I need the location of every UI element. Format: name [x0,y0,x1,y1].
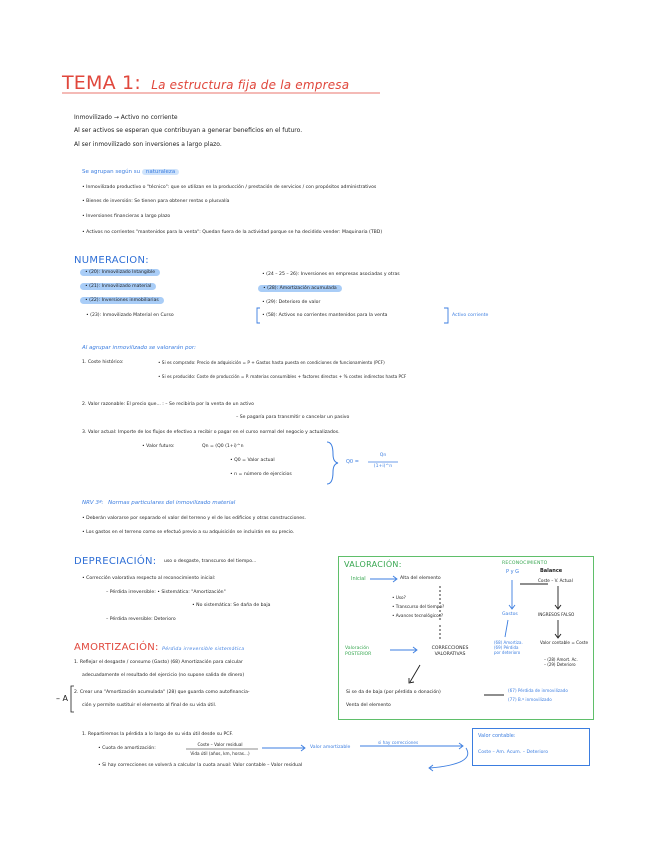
valor-futuro-formula: Qn = (Q0 (1+i)^n [202,444,244,449]
amortizacion-heading-sub: Pérdida irreversible sistemática [162,647,245,652]
valoracion-box-heading: VALORACIÓN: [344,560,402,569]
amortizacion-line: adecuadamente el resultado del ejercicio (no supone salida de dinero) [82,673,245,678]
reconocimiento-label: RECONOCIMIENTO [502,561,548,566]
valor-razonable-2: – Se pagaría para transmitir o cancelar un pasivo [236,415,350,420]
reparto-line: 1. Repartiremos la pérdida a lo largo de su vida útil desde su PCF. [82,732,233,737]
coste-historico-label: 1. Coste histórico: [82,360,124,365]
vc-list: – (28) Amort. Ac. – (29) Deterioro [544,657,578,667]
numeracion-right-item: • (24 – 25 – 26): Inversiones en empresas asociadas y otras [262,272,400,277]
activo-corriente-label: Activo corriente [452,313,489,318]
numeracion-right-item: • (29): Deterioro de valor [262,300,321,305]
cuota-numerator: Coste – Valor residual [197,742,243,747]
question-avances: • Avances tecnológicos? [392,613,444,618]
amortizacion-side-label: – A [56,694,69,703]
depreciacion-heading: DEPRECIACIÓN: [74,556,157,567]
balance-label: Balance [540,568,563,574]
agrupa-heading-highlight: naturaleza [142,169,179,175]
depreciacion-desc: uso o desgaste, transcurso del tiempo... [164,559,257,564]
valor-futuro-label: • Valor futuro: [142,444,175,449]
correcciones-valorativas: CORRECCIONES VALORATIVAS [431,646,469,657]
numeracion-left-item: • (22): Inversiones inmobiliarias [80,298,164,303]
valor-contable-box-body: Coste – Am. Acum. – Deterioro [478,750,549,755]
pyg-label: P y G [506,569,520,575]
coste-vactual: Coste – V. Actual [538,578,573,583]
numeracion-left-item: • (20): Inmovilizado Intangible [80,270,160,275]
agrupa-item: • Inversiones financieras a largo plazo [82,214,171,219]
valor-futuro-q0: • Q0 = Valor actual [230,458,275,463]
intro-line: Inmovilizado → Activo no corriente [74,114,178,121]
coste-comprado: • Si es comprado: Precio de adquisición = P + Gastos hasta puesta en condiciones de funcionamiento (PCF) [158,360,385,365]
formula-lhs: Q0 = [346,459,359,465]
numeracion-right-item: • (28): Amortización acumulada [258,286,342,291]
perdida-reversible: – Pérdida reversible: Deterioro [106,617,176,622]
title-subtitle: La estructura fija de la empresa [151,78,350,92]
question-uso: • Uso? [392,595,406,600]
cuota-denominator: Vida útil (años, km, horas...) [190,751,250,756]
amortizacion-line: ción y permite sustituir el elemento al final de su vida útil. [82,703,217,708]
valor-futuro-n: • n = número de ejercicios [230,472,292,477]
gastos-label: Gastos [502,612,518,617]
valor-contable-label: Valor contable = Coste [540,640,589,645]
valoracion-heading: Al agrupar inmovilizado se valorarán por: [82,345,196,351]
venta-elemento: Venta del elemento [346,703,391,708]
baja-option-2: (77) B.º inmovilizado [508,697,552,702]
question-tiempo: • Transcurso del tiempo? [392,604,445,609]
nrv-item: • Los gastos en el terreno como se efectuó previo a su adquisición se incluirán en su precio. [82,530,295,535]
valoracion-posterior: Valoración POSTERIOR [345,646,372,657]
numeracion-right-item: • (58): Activos no corrientes mantenidos para la venta [262,313,388,318]
amortizacion-heading-text: AMORTIZACIÓN: [74,642,159,653]
numeracion-heading: NUMERACION: [74,255,149,266]
numeracion-left-item: • (23): Inmovilizado Material en Curso [86,313,174,318]
cuota-label: • Cuota de amortización: [98,746,156,751]
ingresos-label: INGRESOS FALSO [538,612,575,617]
coste-producido: • Si es producido: Coste de producción = P. materias consumibles + factores directos + % costes indirectos hasta PCF [158,374,407,379]
nrv-heading-rest: Normas particulares del inmovilizado material [108,500,236,506]
formula-numerator: Qn [379,453,387,458]
nrv-heading-pre: NRV 3ª: [82,500,104,506]
agrupa-item: • Bienes de inversión: Se tienen para obtener rentas o plusvalía [82,199,230,204]
alta-elemento: Alta del elemento [400,576,441,581]
agrupa-item: • Inmovilizado productivo o "técnico": que se utilizan en la producción / prestación de servicios / con propósitos administrativos [82,185,377,190]
amortizacion-line: 2. Crear una "Amortización acumulada" (28) que guarda como autofinancia- [74,690,250,695]
valor-razonable: 2. Valor razonable: El precio que... : – Se recibiría por la venta de un activo [82,402,254,407]
no-sistematica: • No sistemática: Se daña de baja [192,603,271,608]
valor-contable-box-title: Valor contable: [478,733,516,739]
si-hay-correcciones: si hay correcciones [378,740,419,745]
intro-line: Al ser inmovilizado son inversiones a largo plazo. [74,141,222,148]
depreciacion-line: • Corrección valorativa respecto al reconocimiento inicial: [82,576,216,581]
nrv-item: • Deberán valorarse por separado el valor del terreno y el de los edificios y otras construcciones. [82,516,306,521]
valor-amortizable: Valor amortizable [310,745,351,750]
reparto-line-3: • Si hay correcciones se volverá a calcular la cuota anual: Valor contable – Valor residual [98,763,303,768]
valor-actual: 3. Valor actual: Importe de los flujos de efectivo a recibir o pagar en el curso normal del negocio y actualizados. [82,430,340,435]
inicial-label: Inicial [351,576,366,582]
baja-label: Si se da de baja (por pérdida o donación) [346,690,441,695]
numeracion-left-item: • (21): Inmovilizado material [80,284,156,289]
amortizacion-line: 1. Reflejar el desgaste / consumo (Gasto) (68) Amortización para calcular [74,660,243,665]
baja-option-1: (67) Pérdida de inmovilizado [508,688,568,693]
agrupa-item: • Activos no corrientes "mantenidos para la venta": Quedan fuera de la actividad porque se ha decidido vender: Maquinaria (TBD) [82,230,383,235]
intro-line: Al ser activos se esperan que contribuyan a generar beneficios en el futuro. [74,127,303,134]
perdida-irreversible: – Pérdida irreversible: • Sistemática: "Amortización" [106,590,226,595]
amortiza-label: (68) Amortiza. (69) Pérdida por deterioro [494,640,523,655]
title-main: TEMA 1: [62,72,141,94]
formula-denominator: (1+i)^n [373,464,393,469]
agrupa-heading-text: Se agrupan según su [82,169,141,175]
